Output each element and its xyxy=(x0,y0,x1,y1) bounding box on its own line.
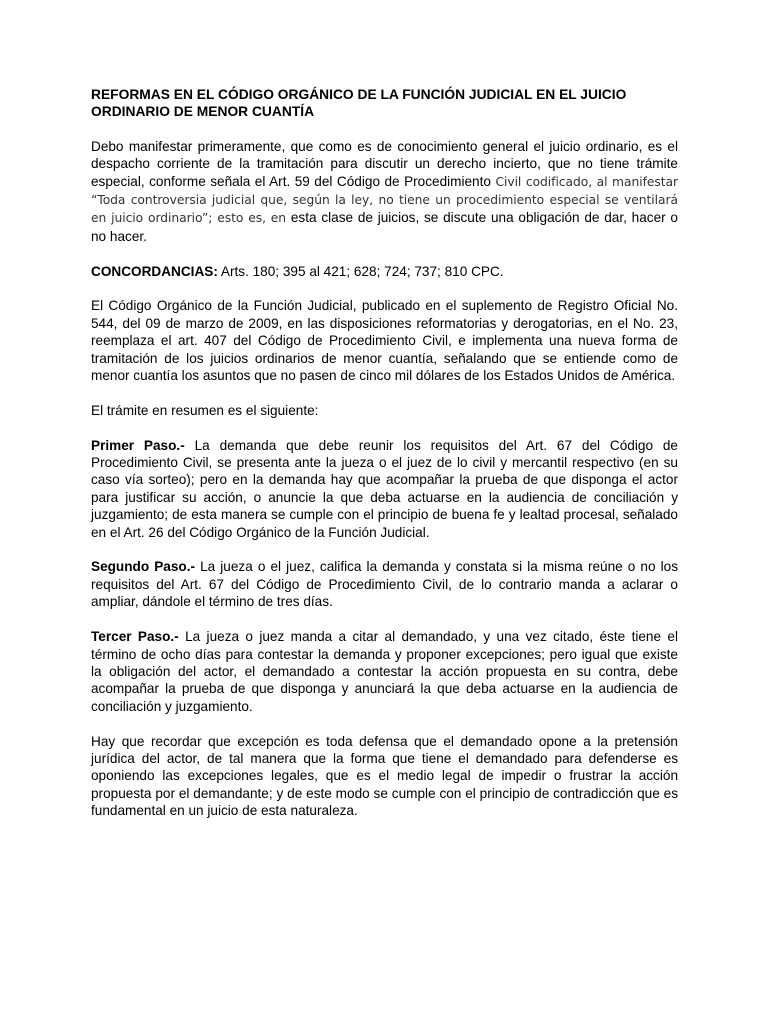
paragraph-intro xyxy=(91,138,678,245)
document-title: REFORMAS EN EL CÓDIGO ORGÁNICO DE LA FUNCIÓN JUDICIAL EN EL JUICIO ORDINARIO DE MENOR CUANTÍA xyxy=(91,87,627,120)
paragraph-excepcion: Hay que recordar que excepción es toda defensa que el demandado opone a la pretensión jurídica del actor, de tal manera que la forma que tiene el demandado para defenderse es oponiendo las excepciones legales, que es el medio legal de impedir o frustrar la acción propuesta por el demandante; y de este modo se cumple con el principio de contradicción que es fundamental en un juicio de esta naturaleza. xyxy=(91,733,678,819)
primer-paso-text: La demanda que debe reunir los requisitos del Art. 67 del Código de Procedimiento Civil, se presenta ante la jueza o el juez de lo civil y mercantil respectivo (en su caso vía sorteo); pero en la demanda hay que acompañar la prueba de que disponga el actor para justificar su acción, o anuncie la que deba actuarse en la audiencia de conciliación y juzgamiento; de esta manera se cumple con el principio de buena fe y lealtad procesal, señalado en el Art. 26 del Código Orgánico de la Función Judicial. xyxy=(91,437,678,540)
paragraph-codigo: El Código Orgánico de la Función Judicial, publicado en el suplemento de Registro Oficial No. 544, del 09 de marzo de 2009, en las disposiciones reformatorias y derogatorias, en el No. 23, reemplaza el art. 407 del Código de Procedimiento Civil, e implementa una nueva forma de tramitación de los juicios ordinarios de menor cuantía, señalando que se entiende como de menor cuantía los asuntos que no pasen de cinco mil dólares de los Estados Unidos de América. xyxy=(91,298,678,384)
paragraph-concordancias xyxy=(91,263,678,280)
primer-paso-label: Primer Paso.- xyxy=(91,437,185,453)
segundo-paso-text: La jueza o el juez, califica la demanda y constata si la misma reúne o no los requisitos del Art. 67 del Código de Procedimiento Civil, de lo contrario manda a aclarar o ampliar, dándole el término de tres días. xyxy=(91,559,678,610)
paragraph-tercer-paso xyxy=(91,628,678,715)
intro-text-c: esta clase de juicios, se discute una obligación de dar, hacer o no hacer. xyxy=(91,210,678,244)
tercer-paso-label: Tercer Paso.- xyxy=(91,629,179,645)
concordancias-text: Arts. 180; 395 al 421; 628; 724; 737; 810 CPC. xyxy=(217,263,504,279)
intro-text-a: Debo manifestar primeramente, que como es de conocimiento general el juicio ordinario, es el despacho corriente de la tramitación para discutir un derecho incierto, que no tiene trámite especial, conforme señala el Art. 59 del Código de Procedimiento xyxy=(91,138,678,189)
paragraph-segundo-paso xyxy=(91,558,678,610)
tercer-paso-text: La jueza o juez manda a citar al demandado, y una vez citado, éste tiene el término de ocho días para contestar la demanda y proponer excepciones; pero igual que existe la obligación del actor, el demandado a contestar la acción propuesta en su contra, debe acompañar la prueba de que disponga y anunciará la que deba actuarse en la audiencia de conciliación y juzgamiento. xyxy=(91,629,678,714)
intro-text-quote: Civil codificado, al manifestar “Toda controversia judicial que, según la ley, no tiene un procedimiento especial se ventilará en juicio ordinario”; esto es, en xyxy=(91,174,678,226)
document-page xyxy=(91,86,678,837)
concordancias-label: CONCORDANCIAS: xyxy=(91,263,218,279)
paragraph-tramite: El trámite en resumen es el siguiente: xyxy=(91,402,319,418)
segundo-paso-label: Segundo Paso.- xyxy=(91,559,196,575)
paragraph-primer-paso xyxy=(91,437,678,541)
